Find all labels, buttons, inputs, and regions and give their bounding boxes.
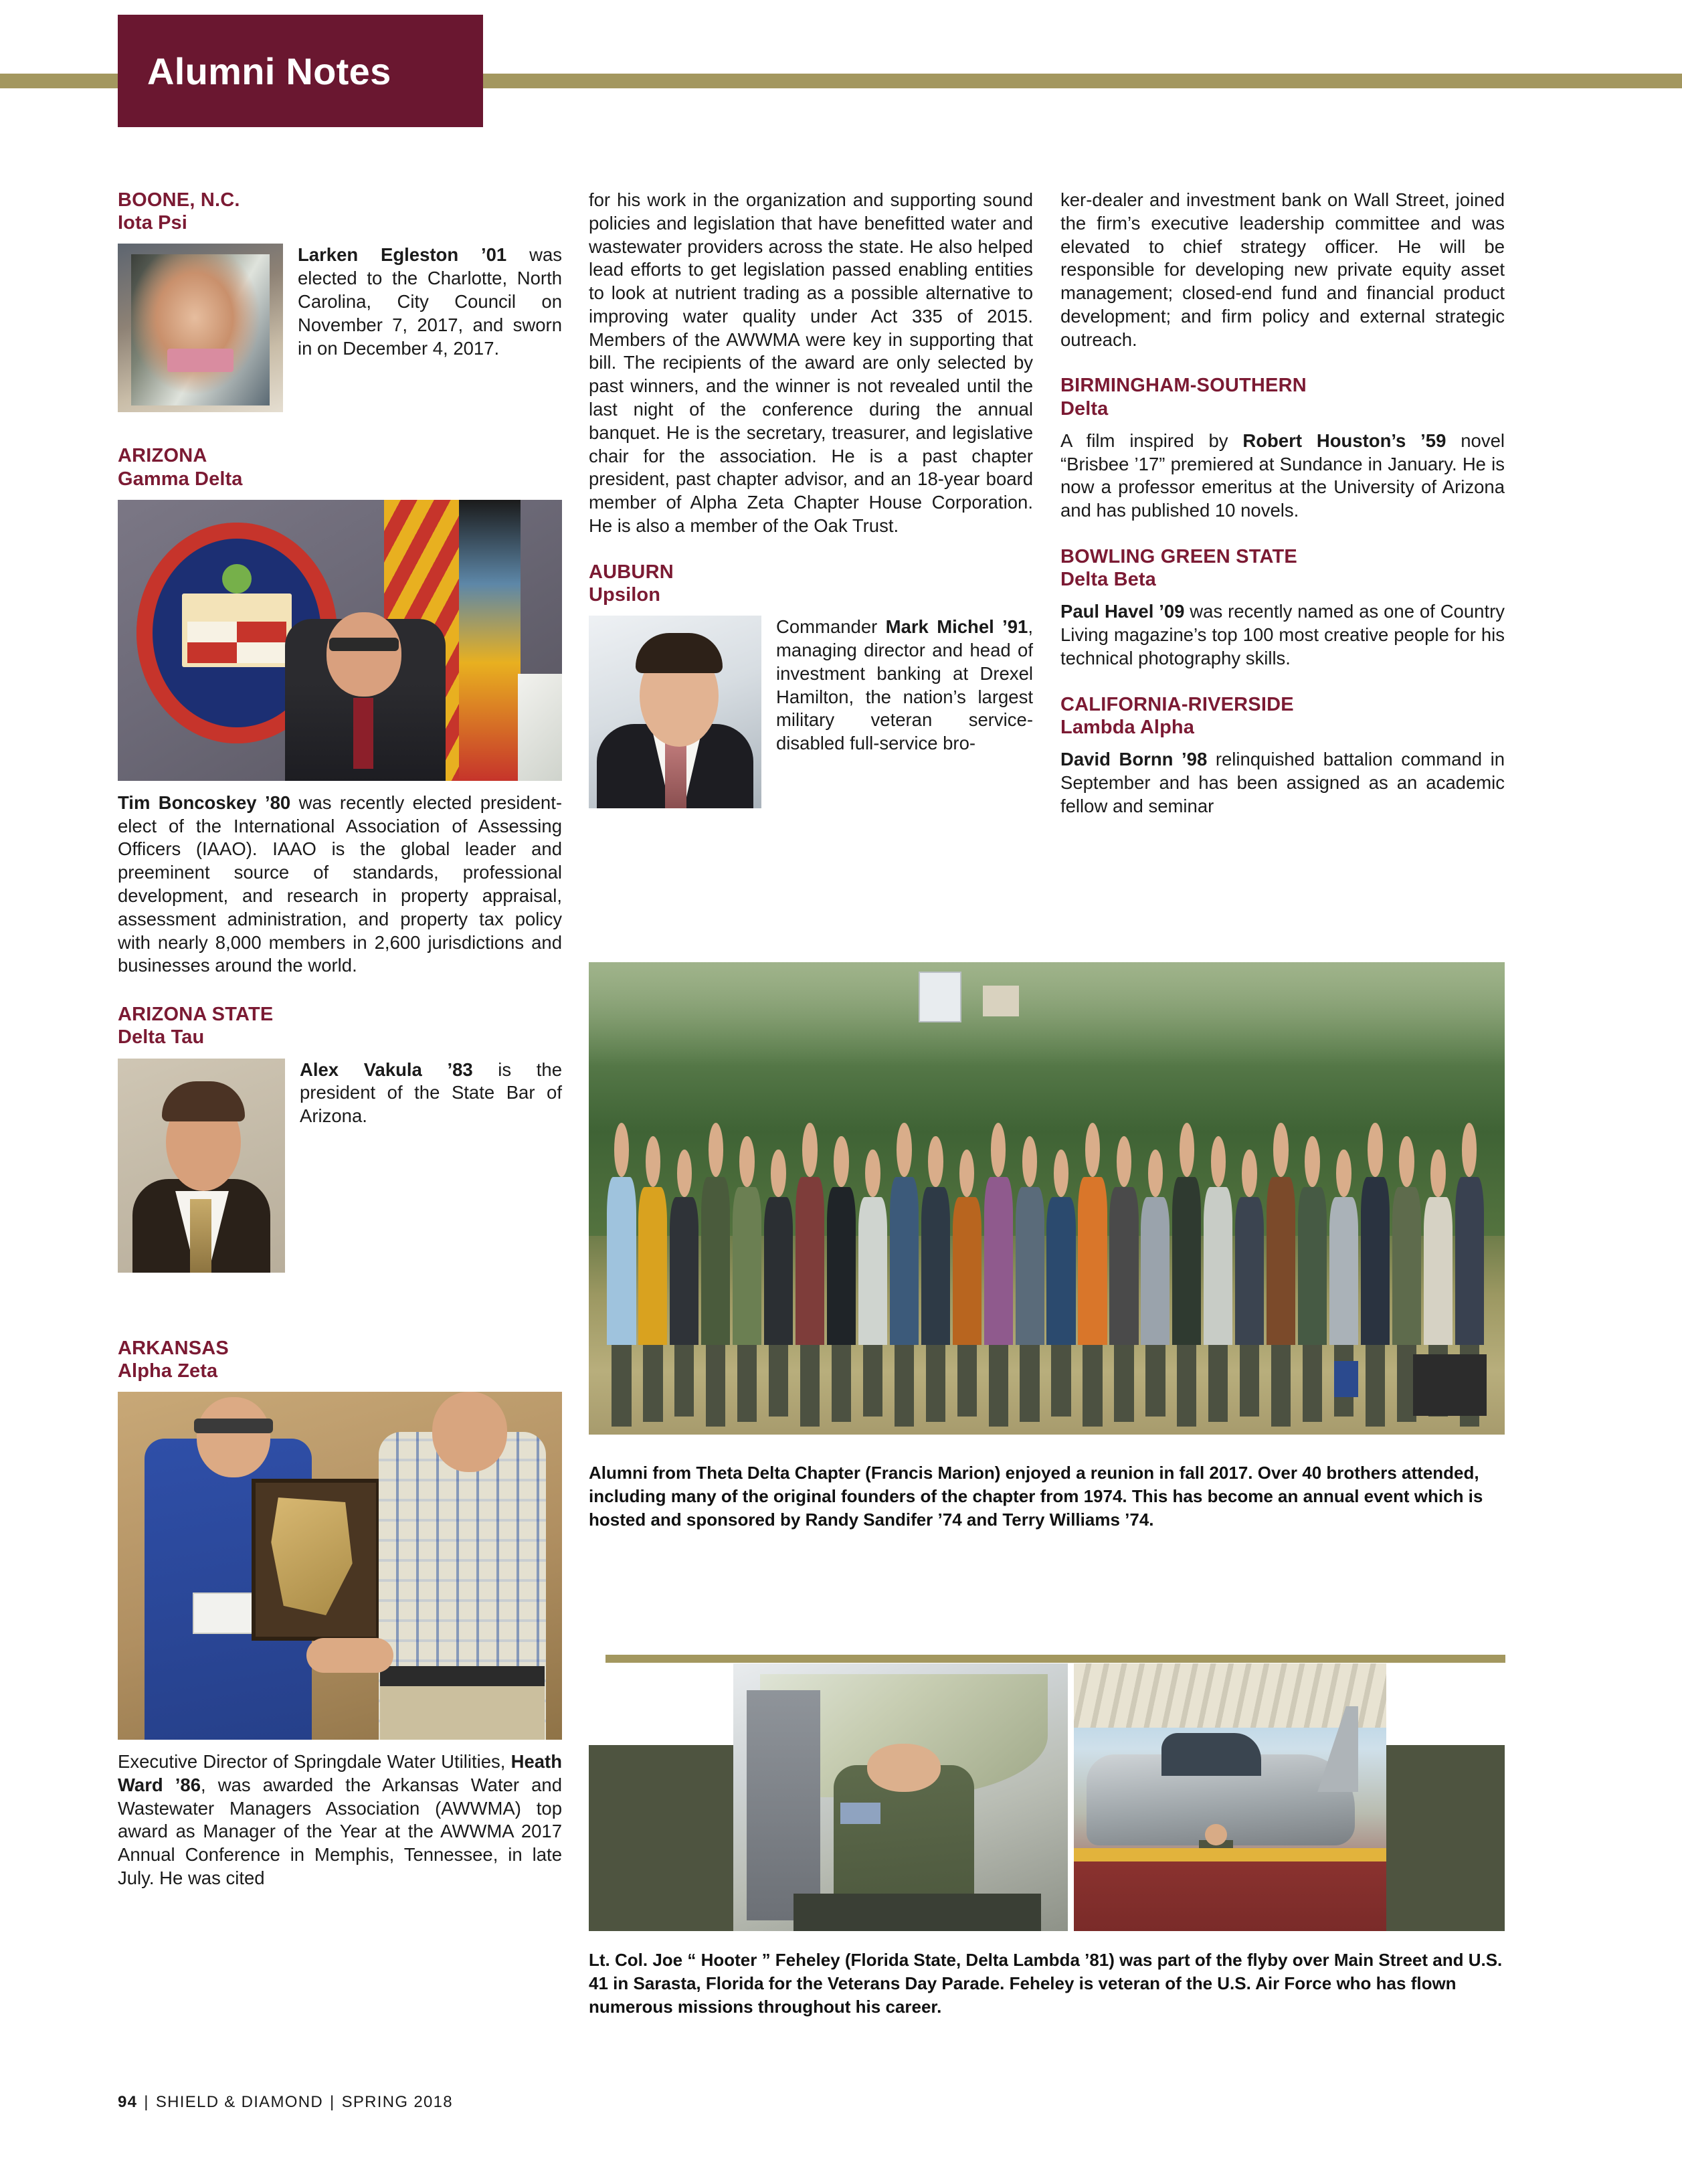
column3-continued-text: ker-dealer and investment bank on Wall Street, joined the firm’s executive leadership committee and was elevated to chief strategy officer. He will be responsible for developing new private equity asset management; closed-end fund and financial product development; and firm policy and external strategic outreach. [1060, 189, 1505, 350]
section-divider-rule [605, 1655, 1505, 1663]
entry-birmingham-southern [1060, 374, 1505, 523]
alumnus-name: Paul Havel ’09 [1060, 601, 1185, 622]
crowd-person [921, 1131, 950, 1345]
alumnus-name: Robert Houston’s ’59 [1242, 430, 1446, 451]
entry-body: , managing director and head of investment banking at Drexel Hamilton, the nation’s largest military veteran service-disabled full-service bro- [776, 616, 1033, 754]
entry-auburn [589, 561, 1033, 815]
tim-boncoskey-maricopa-county-seal-photo [118, 500, 562, 781]
entry-body: novel “Brisbee ’17” premiered at Sundance in January. He is now a professor emeritus at the University of Arizona and has published 10 novels. [1060, 430, 1505, 521]
entry-arkansas [118, 1337, 562, 1890]
crowd-person [1329, 1146, 1358, 1345]
page-header-banner [118, 15, 483, 127]
chapter-greek-heading: Alpha Zeta [118, 1360, 218, 1382]
column-2 [589, 189, 1033, 815]
entry-text [1060, 600, 1505, 670]
entry-body: is the president of the State Bar of Arizona. [300, 1059, 562, 1127]
chapter-greek-heading: Delta [1060, 397, 1109, 420]
entry-body: was recently named as one of Country Living magazine’s top 100 most creative people for his technical photography skills. [1060, 601, 1505, 669]
reunion-photo-caption: Alumni from Theta Delta Chapter (Francis Marion) enjoyed a reunion in fall 2017. Over 40 brothers attended, including many of the original founders of the chapter from 1974. This has become an annual event which is hosted and sponsored by Randy Sandifer ’74 and Terry Williams ’74. [589, 1463, 1483, 1530]
alumnus-name: David Bornn ’98 [1060, 749, 1208, 770]
larken-egleston-headshot [118, 244, 283, 412]
alumnus-name: Mark Michel ’91 [885, 616, 1028, 638]
crowd-person [607, 1118, 636, 1345]
crowd-person [1141, 1146, 1170, 1345]
chapter-school-heading: ARKANSAS [118, 1337, 229, 1359]
column-1 [118, 189, 562, 1890]
crowd-person [1267, 1118, 1295, 1345]
chapter-school-heading: BOWLING GREEN STATE [1060, 546, 1297, 568]
entry-california-riverside [1060, 693, 1505, 818]
page-title: Alumni Notes [147, 50, 391, 92]
footer-separator-2: | [330, 2093, 335, 2111]
crowd-person [764, 1146, 793, 1345]
crowd-person [1424, 1146, 1453, 1345]
crowd-person [1046, 1146, 1075, 1345]
chapter-school-heading: BOONE, N.C. [118, 189, 240, 211]
crowd-person [670, 1146, 698, 1345]
chapter-school-heading: ARIZONA STATE [118, 1004, 274, 1026]
entry-body: relinquished battalion command in September and has been assigned as an academic fellow and seminar [1060, 749, 1505, 816]
chapter-greek-heading: Gamma Delta [118, 468, 243, 490]
footer-publication: SHIELD & DIAMOND [155, 2093, 324, 2111]
alex-vakula-headshot [118, 1059, 285, 1273]
crowd-person [638, 1131, 667, 1345]
crowd-person [1204, 1131, 1232, 1345]
page-footer [118, 2093, 453, 2112]
heath-ward-award-handshake-photo [118, 1392, 562, 1740]
crowd-person [1016, 1131, 1044, 1345]
column-3 [1060, 189, 1505, 818]
crowd-person [1172, 1118, 1201, 1345]
crowd-person [984, 1118, 1013, 1345]
crowd-person [827, 1131, 856, 1345]
chapter-school-heading: AUBURN [589, 561, 674, 583]
entry-boone-nc [118, 189, 562, 419]
entry-body: , was awarded the Arkansas Water and Wastewater Managers Association (AWWMA) top award as Manager of the Year at the AWWMA 2017 Annual Conference in Memphis, Tennessee, in late July. He was cited [118, 1774, 562, 1888]
chapter-greek-heading: Iota Psi [118, 212, 187, 234]
entry-arizona [118, 444, 562, 978]
footer-separator: | [144, 2093, 149, 2111]
crowd-person [953, 1146, 982, 1345]
crowd-person [1455, 1118, 1484, 1345]
f16-fighter-jet-photo [1074, 1663, 1386, 1931]
mark-michel-headshot [589, 616, 761, 808]
crowd-person [890, 1118, 919, 1345]
column2-continued-text: for his work in the organization and supporting sound policies and legislation that have benefitted water and wastewater providers across the state. He also helped lead efforts to get legislation passed enabling entities to look at nutrient trading as a possible alternative to improving water quality under Act 335 of 2015. Members of the AWWMA were key in supporting that bill. The recipients of the award are only selected by past winners, and the winner is not revealed until the last night of the conference during the annual banquet. He is the secretary, treasurer, and legislative chair for the association. He is a past chapter president, past chapter advisor, and an 18-year board member of Alpha Zeta Chapter House Corporation. He is also a member of the Oak Trust. [589, 189, 1033, 536]
entry-text [118, 1750, 562, 1890]
crowd-person [1298, 1131, 1327, 1345]
theta-delta-chapter-reunion-group-photo [589, 962, 1505, 1435]
entry-body-prefix: Executive Director of Springdale Water Utilities, [118, 1751, 511, 1772]
chapter-school-heading: BIRMINGHAM-SOUTHERN [1060, 375, 1307, 397]
crowd-person [1361, 1118, 1390, 1345]
alumnus-name: Larken Egleston ’01 [298, 244, 507, 266]
crowd-person [1392, 1131, 1421, 1345]
alumnus-name: Heath Ward ’86 [118, 1751, 562, 1795]
crowd-person [1235, 1146, 1264, 1345]
alumnus-name: Alex Vakula ’83 [300, 1059, 473, 1080]
chapter-school-heading: ARIZONA [118, 445, 207, 467]
crowd-person [1078, 1118, 1107, 1345]
flyby-photo-caption: Lt. Col. Joe “ Hooter ” Feheley (Florida State, Delta Lambda ’81) was part of the flyby over Main Street and U.S. 41 in Sarasta, Florida for the Veterans Day Parade. Feheley is veteran of the U.S. Air Force who has flown numerous missions throughout his career. [589, 1950, 1503, 2017]
crowd-person [733, 1131, 761, 1345]
footer-page-number: 94 [118, 2093, 138, 2111]
bottom-photo-group [589, 1663, 1505, 1931]
joe-feheley-cockpit-photo [733, 1663, 1068, 1931]
entry-body-prefix: A film inspired by [1060, 430, 1243, 451]
entry-body-prefix: Commander [776, 616, 886, 638]
crowd-person [1109, 1131, 1138, 1345]
chapter-greek-heading: Delta Beta [1060, 569, 1156, 591]
chapter-greek-heading: Upsilon [589, 583, 661, 606]
crowd-person [796, 1118, 824, 1345]
entry-body: was recently elected president-elect of the International Association of Assessing Officers (IAAO). IAAO is the global leader and preeminent source of standards, professional development, and research in property appraisal, assessment administration, and property tax policy with nearly 8,000 members in 2,600 jurisdictions and businesses around the world. [118, 792, 562, 976]
alumnus-name: Tim Boncoskey ’80 [118, 792, 291, 813]
entry-text [1060, 748, 1505, 818]
entry-arizona-state [118, 1003, 562, 1279]
chapter-greek-heading: Delta Tau [118, 1026, 205, 1049]
entry-bowling-green-state [1060, 545, 1505, 670]
chapter-greek-heading: Lambda Alpha [1060, 717, 1194, 739]
entry-text [1060, 430, 1505, 523]
chapter-school-heading: CALIFORNIA-RIVERSIDE [1060, 693, 1294, 715]
crowd-person [858, 1146, 887, 1345]
entry-text [118, 792, 562, 978]
footer-issue: SPRING 2018 [341, 2093, 453, 2111]
entry-body: was elected to the Charlotte, North Carolina, City Council on November 7, 2017, and sworn in on December 4, 2017. [298, 244, 562, 359]
crowd-person [701, 1118, 730, 1345]
